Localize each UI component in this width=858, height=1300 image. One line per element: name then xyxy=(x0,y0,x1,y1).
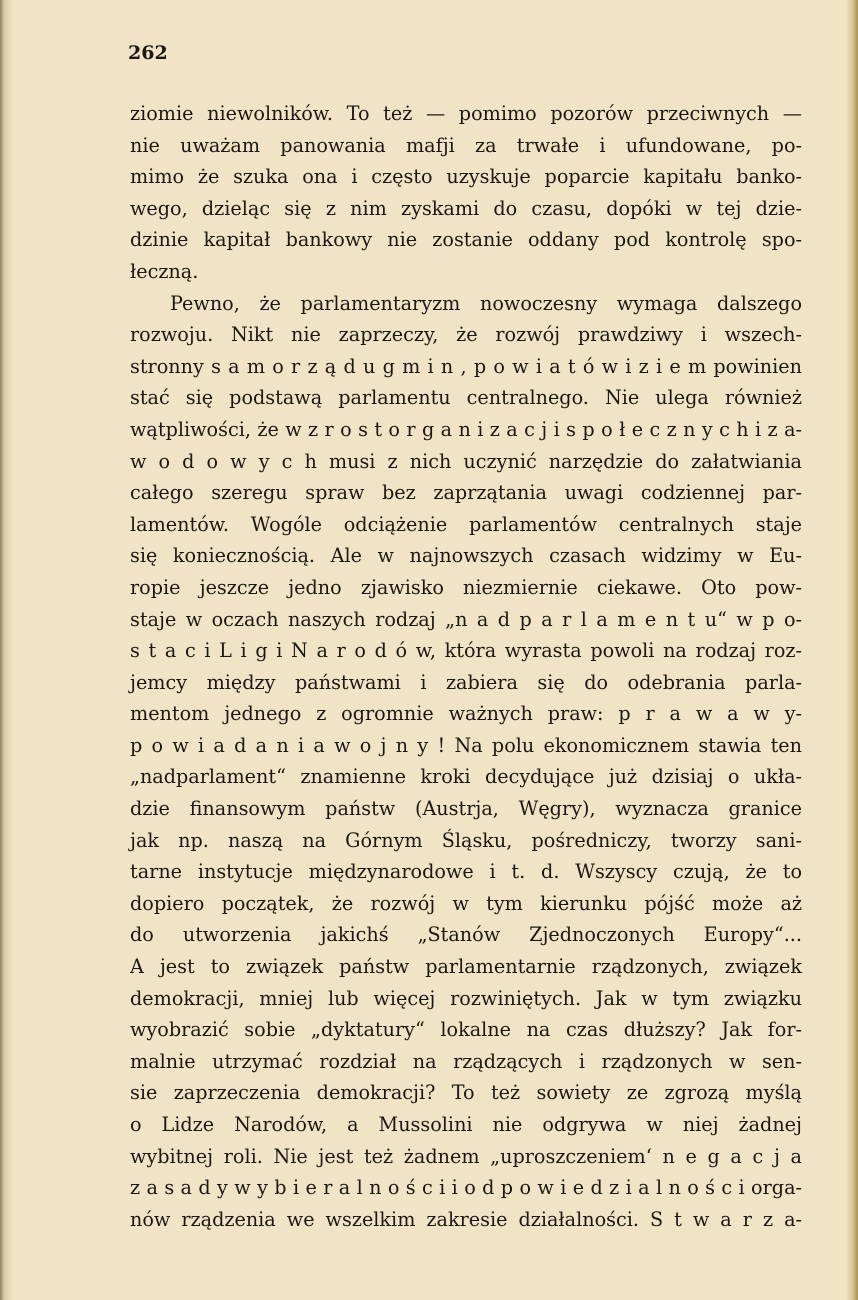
text-line: wego, dzieląc się z nim zyskami do czasu, dopóki w tej dzie- xyxy=(130,196,802,220)
text-line: mimo że szuka ona i często uzyskuje poparcie kapitału banko- xyxy=(130,165,802,189)
text-line: dzinie kapitał bankowy nie zostanie oddany pod kontrolę spo- xyxy=(130,228,802,252)
text-line: p o w i a d a n i a w o j n y ! Na polu ekonomicznem stawia ten xyxy=(130,733,802,757)
body-text xyxy=(130,98,802,1235)
text-line: wątpliwości, że w z r o s t o r g a n i z a c j i s p o ł e c z n y c h i z a- xyxy=(130,417,802,441)
text-line: o Lidze Narodów, a Mussolini nie odgrywa w niej żadnej xyxy=(130,1113,802,1136)
text-line: demokracji, mniej lub więcej rozwiniętych. Jak w tym związku xyxy=(130,986,802,1010)
page-right-edge xyxy=(846,0,858,1300)
text-line: wybitnej roli. Nie jest też żadnem „uproszczeniem‘ n e g a c j a xyxy=(130,1144,802,1168)
text-line: wyobrazić sobie „dyktatury“ lokalne na czas dłuższy? Jak for- xyxy=(130,1018,802,1042)
page-number: 262 xyxy=(128,42,168,64)
text-line: stronny s a m o r z ą d u g m i n , p o w i a t ó w i z i e m powinien xyxy=(130,354,802,378)
text-line: jak np. naszą na Górnym Śląsku, pośredniczy, tworzy sani- xyxy=(130,828,802,852)
text-line: tarne instytucje międzynarodowe i t. d. Wszyscy czują, że to xyxy=(130,860,802,884)
text-line: malnie utrzymać rozdział na rządzących i rządzonych w sen- xyxy=(130,1049,802,1073)
text-line: stać się podstawą parlamentu centralnego. Nie ulega również xyxy=(130,386,802,410)
text-line: „nadparlament“ znamienne kroki decydujące już dzisiaj o ukła- xyxy=(130,765,802,789)
text-line: mentom jednego z ogromnie ważnych praw: p r a w a w y- xyxy=(130,702,802,726)
text-line: z a s a d y w y b i e r a l n o ś c i i o d p o w i e d z i a l n o ś c i orga- xyxy=(130,1176,802,1200)
text-line: łeczną. xyxy=(130,259,199,283)
text-line: nów rządzenia we wszelkim zakresie działalności. S t w a r z a- xyxy=(130,1207,802,1231)
text-line: sie zaprzeczenia demokracji? To też sowiety ze zgrozą myślą xyxy=(130,1081,802,1105)
text-line: się koniecznością. Ale w najnowszych czasach widzimy w Eu- xyxy=(130,544,802,568)
page-left-edge xyxy=(0,0,12,1300)
text-line: lamentów. Wogóle odciążenie parlamentów centralnych staje xyxy=(130,512,802,536)
text-line: ropie jeszcze jedno zjawisko niezmiernie ciekawe. Oto pow- xyxy=(130,575,802,599)
text-line: nie uważam panowania mafji za trwałe i ufundowane, po- xyxy=(130,133,802,157)
text-line: dopiero początek, że rozwój w tym kierunku pójść może aż xyxy=(130,891,802,915)
text-line: rozwoju. Nikt nie zaprzeczy, że rozwój prawdziwy i wszech- xyxy=(130,323,802,347)
text-line: do utworzenia jakichś „Stanów Zjednoczonych Europy“... xyxy=(130,923,802,947)
text-line: A jest to związek państw parlamentarnie rządzonych, związek xyxy=(130,955,802,979)
text-line: jemcy między państwami i zabiera się do odebrania parla- xyxy=(130,670,802,694)
text-line: Pewno, że parlamentaryzm nowoczesny wymaga dalszego xyxy=(170,291,802,315)
text-line: w o d o w y c h musi z nich uczynić narzędzie do załatwiania xyxy=(130,449,802,473)
text-line: staje w oczach naszych rodzaj „n a d p a r l a m e n t u“ w p o- xyxy=(130,607,802,631)
text-line: dzie finansowym państw (Austrja, Węgry), wyznacza granice xyxy=(130,797,802,821)
text-line: s t a c i L i g i N a r o d ó w, która wyrasta powoli na rodzaj roz- xyxy=(130,639,802,663)
text-line: całego szeregu spraw bez zaprzątania uwagi codziennej par- xyxy=(130,481,802,505)
text-line: ziomie niewolników. To też — pomimo pozorów przeciwnych — xyxy=(130,102,802,125)
